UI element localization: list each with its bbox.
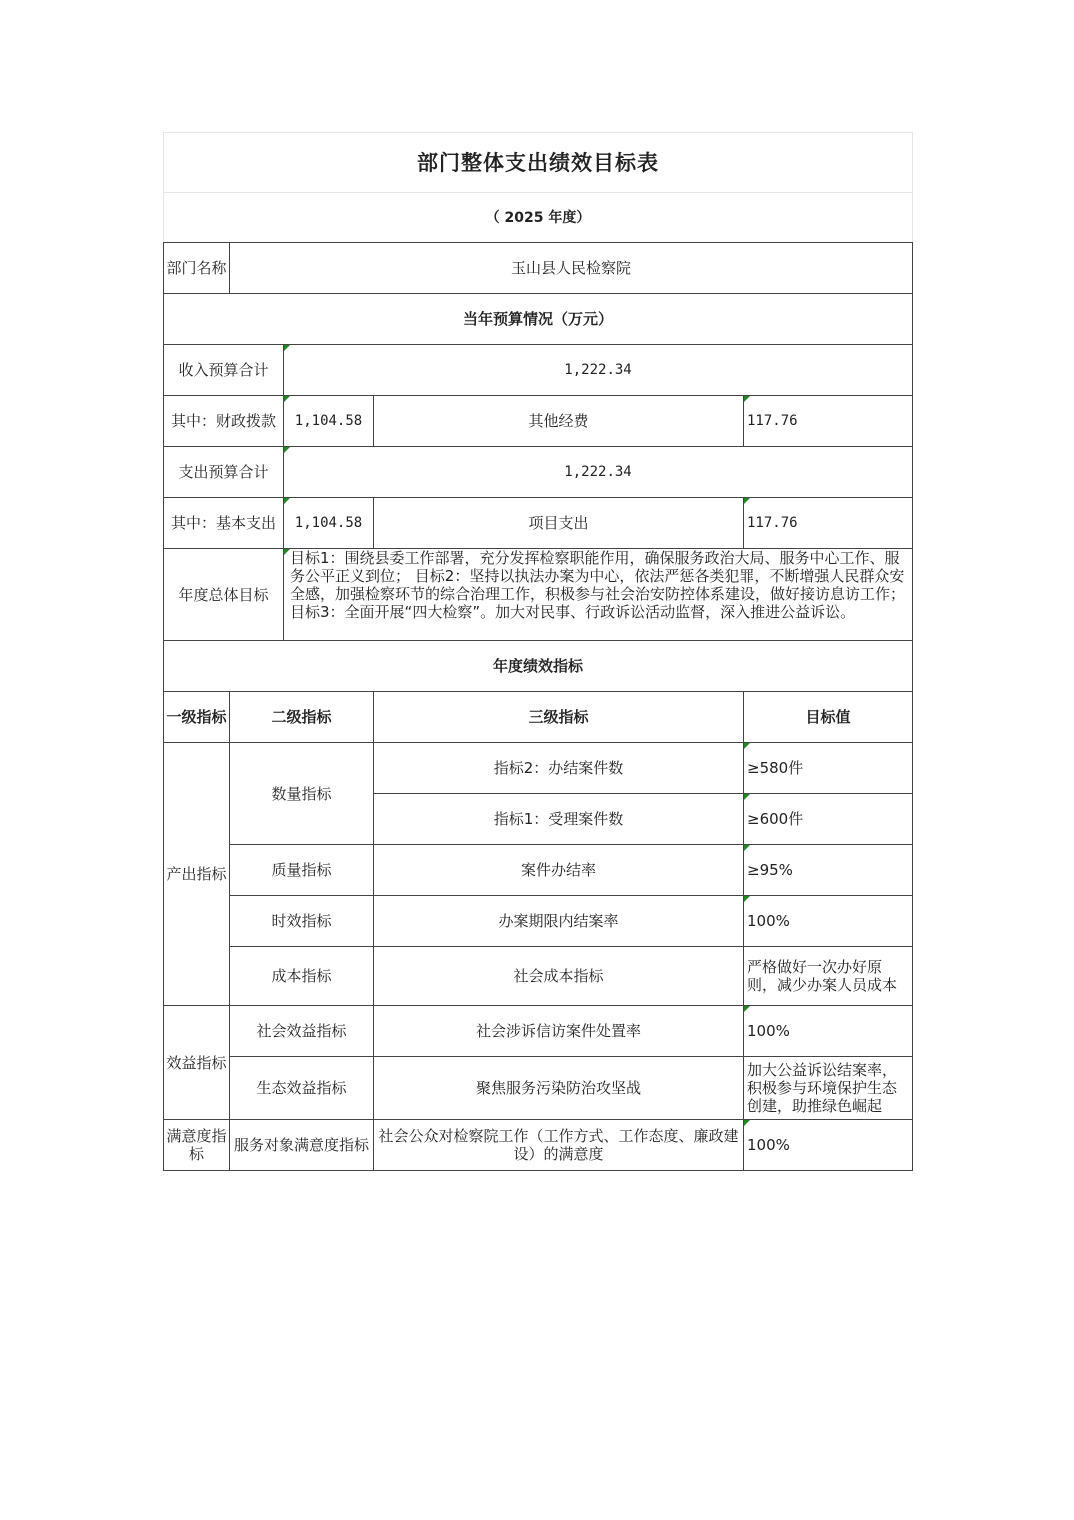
performance-table bbox=[163, 132, 913, 1171]
level3-indicator: 社会成本指标 bbox=[374, 947, 744, 1006]
group-benefit: 效益指标 bbox=[164, 1006, 230, 1120]
annual-goal-cell bbox=[284, 549, 913, 641]
target-value: ≥600件 bbox=[744, 794, 913, 845]
level2-satisfaction: 服务对象满意度指标 bbox=[230, 1120, 374, 1171]
target-value: 100% bbox=[744, 1120, 913, 1171]
expense-basic-value: 1,104.58 bbox=[284, 498, 374, 549]
header-level2: 二级指标 bbox=[230, 692, 374, 743]
expense-project-value: 117.76 bbox=[744, 498, 913, 549]
expense-basic-label: 其中：基本支出 bbox=[164, 498, 284, 549]
department-label: 部门名称 bbox=[164, 243, 230, 294]
budget-section-header: 当年预算情况（万元） bbox=[164, 294, 913, 345]
income-total-value: 1,222.34 bbox=[284, 345, 913, 396]
level3-indicator: 社会涉诉信访案件处置率 bbox=[374, 1006, 744, 1057]
target-value: 严格做好一次办好原则，减少办案人员成本 bbox=[744, 947, 913, 1006]
income-total-label: 收入预算合计 bbox=[164, 345, 284, 396]
level2-social-benefit: 社会效益指标 bbox=[230, 1006, 374, 1057]
fiscal-year: （ 2025 年度） bbox=[164, 193, 913, 243]
annual-goal-label: 年度总体目标 bbox=[164, 549, 284, 641]
target-value: ≥95% bbox=[744, 845, 913, 896]
target-value: ≥580件 bbox=[744, 743, 913, 794]
expense-total-label: 支出预算合计 bbox=[164, 447, 284, 498]
expense-project-label: 项目支出 bbox=[374, 498, 744, 549]
income-other-label: 其他经费 bbox=[374, 396, 744, 447]
level3-indicator: 办案期限内结案率 bbox=[374, 896, 744, 947]
level3-indicator: 案件办结率 bbox=[374, 845, 744, 896]
expense-total-value: 1,222.34 bbox=[284, 447, 913, 498]
level2-cost: 成本指标 bbox=[230, 947, 374, 1006]
group-output: 产出指标 bbox=[164, 743, 230, 1006]
income-fiscal-label: 其中：财政拨款 bbox=[164, 396, 284, 447]
department-name: 玉山县人民检察院 bbox=[230, 243, 913, 294]
level2-timeliness: 时效指标 bbox=[230, 896, 374, 947]
header-target: 目标值 bbox=[744, 692, 913, 743]
level2-quantity: 数量指标 bbox=[230, 743, 374, 845]
header-level1: 一级指标 bbox=[164, 692, 230, 743]
annual-goal-text: 目标1：围绕县委工作部署，充分发挥检察职能作用，确保服务政治大局、服务中心工作、服务公平正义到位； 目标2：坚持以执法办案为中心，依法严惩各类犯罪，不断增强人民群众安全感，加强检察环节的综合治理工作，积极参与社会治安防控体系建设，做好接访息访工作； 目标3：全面开展“四大检察”。加大对民事、行政诉讼活动监督，深入推进公益诉讼。 bbox=[290, 549, 906, 621]
indicator-section-header: 年度绩效指标 bbox=[164, 641, 913, 692]
group-satisfaction: 满意度指标 bbox=[164, 1120, 230, 1171]
performance-target-sheet bbox=[163, 132, 912, 1171]
level3-indicator: 聚焦服务污染防治攻坚战 bbox=[374, 1057, 744, 1120]
income-other-value: 117.76 bbox=[744, 396, 913, 447]
target-value: 100% bbox=[744, 896, 913, 947]
level3-indicator: 指标1：受理案件数 bbox=[374, 794, 744, 845]
table-title: 部门整体支出绩效目标表 bbox=[164, 133, 913, 193]
level3-indicator: 指标2：办结案件数 bbox=[374, 743, 744, 794]
header-level3: 三级指标 bbox=[374, 692, 744, 743]
level2-quality: 质量指标 bbox=[230, 845, 374, 896]
target-value: 加大公益诉讼结案率，积极参与环境保护生态创建，助推绿色崛起 bbox=[744, 1057, 913, 1120]
income-fiscal-value: 1,104.58 bbox=[284, 396, 374, 447]
target-value: 100% bbox=[744, 1006, 913, 1057]
level2-ecological-benefit: 生态效益指标 bbox=[230, 1057, 374, 1120]
level3-indicator: 社会公众对检察院工作（工作方式、工作态度、廉政建设）的满意度 bbox=[374, 1120, 744, 1171]
